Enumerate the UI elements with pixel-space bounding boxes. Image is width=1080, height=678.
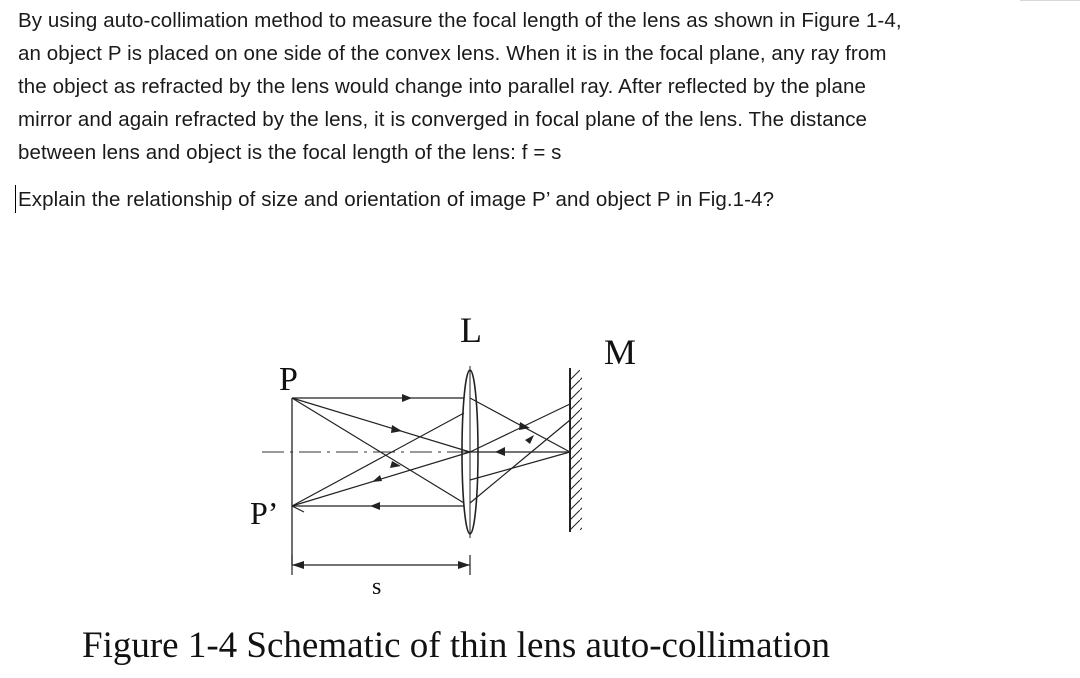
arrowhead	[390, 461, 401, 468]
figure-caption: Figure 1-4 Schematic of thin lens auto-collimation	[82, 625, 831, 666]
arrowhead	[519, 422, 530, 430]
arrowhead	[525, 435, 534, 444]
question-line: the object as refracted by the lens would change into parallel ray. After reflected by the plane	[18, 75, 866, 98]
arrowhead	[402, 394, 412, 402]
dimension-arrow-right	[458, 561, 470, 569]
question-line: between lens and object is the focal length of the lens: f = s	[18, 141, 562, 164]
question-line: By using auto-collimation method to measure the focal length of the lens as shown in Figure 1-4,	[18, 9, 902, 32]
object-label: P	[279, 361, 298, 398]
arrowhead	[495, 447, 505, 456]
question-line: mirror and again refracted by the lens, it is converged in focal plane of the lens. The distance	[18, 108, 868, 131]
mirror-label: M	[604, 332, 637, 372]
ray-object-lower	[292, 398, 464, 503]
ray-lens-to-mirror-lower	[470, 420, 570, 503]
ray-mirror-return-lower	[470, 452, 570, 480]
distance-label: s	[372, 574, 382, 600]
arrowhead	[370, 502, 380, 510]
mirror-hatching	[570, 370, 582, 530]
image-label: P’	[250, 495, 279, 531]
dimension-arrow-left	[292, 561, 304, 569]
arrowhead	[372, 475, 382, 482]
ray-object-central	[292, 398, 470, 452]
question-prompt-text: Explain the relationship of size and orientation of image P’ and object P in Fig.1-4?	[18, 188, 775, 211]
image-tick	[292, 506, 304, 512]
ray-return-upper	[292, 413, 464, 506]
lens-label: L	[460, 310, 482, 350]
arrowhead	[391, 425, 402, 433]
question-line: an object P is placed on one side of the convex lens. When it is in the focal plane, any ray from	[18, 42, 887, 65]
